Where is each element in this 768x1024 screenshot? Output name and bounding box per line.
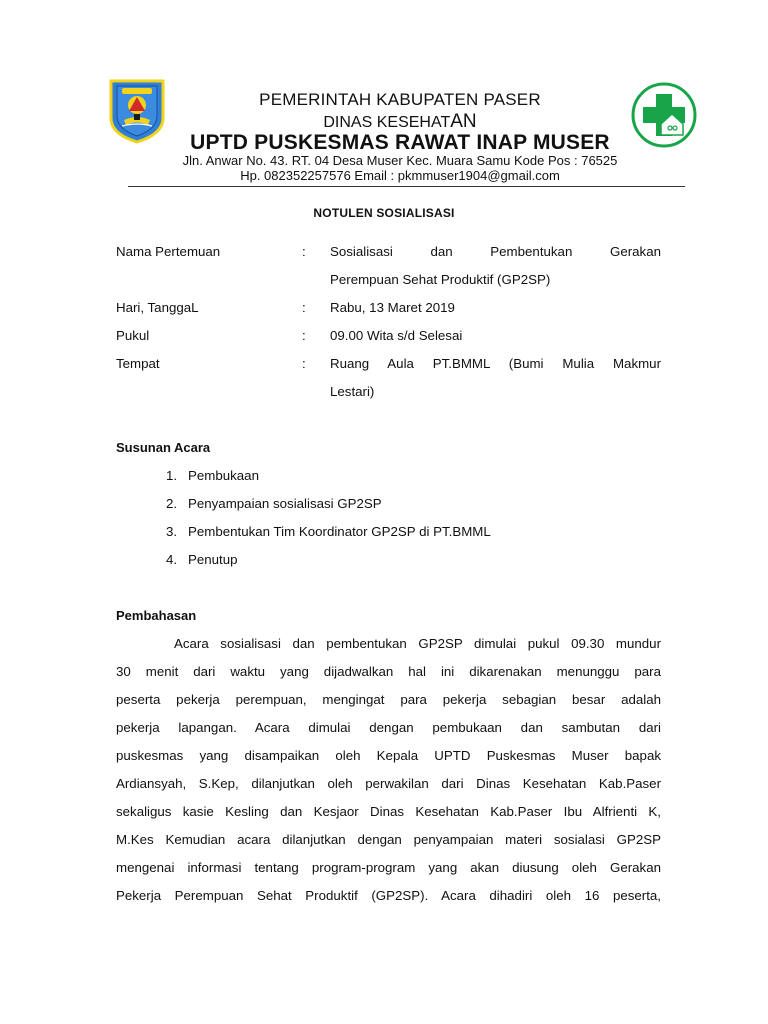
info-value-time: 09.00 Wita s/d Selesai xyxy=(330,328,463,343)
info-label-date: Hari, TanggaL xyxy=(116,300,199,315)
letterhead-department-suffix: AN xyxy=(450,111,477,132)
letterhead-divider xyxy=(128,186,685,187)
discussion-line: 30 menit dari waktu yang dijadwalkan hal ini dikarenakan menunggu para xyxy=(116,664,661,679)
document-title: NOTULEN SOSIALISASI xyxy=(313,206,455,220)
letterhead-address: Jln. Anwar No. 43. RT. 04 Desa Muser Kec. Muara Samu Kode Pos : 76525 xyxy=(182,153,618,168)
agenda-item: Penyampaian sosialisasi GP2SP xyxy=(188,496,382,511)
agenda-item: Pembukaan xyxy=(188,468,259,483)
discussion-line: Ardiansyah, S.Kep, dilanjutkan oleh perwakilan dari Dinas Kesehatan Kab.Paser xyxy=(116,776,661,791)
agenda-item-number: 2. xyxy=(166,496,178,511)
paser-regency-emblem-icon xyxy=(108,78,166,144)
info-colon: : xyxy=(302,356,306,371)
info-label-meeting: Nama Pertemuan xyxy=(116,244,221,259)
info-value-place-line2: Lestari) xyxy=(330,384,375,399)
discussion-line: Pekerja Perempuan Sehat Produktif (GP2SP). Acara dihadiri oleh 16 peserta, xyxy=(116,888,661,903)
discussion-line: puskesmas yang disampaikan oleh Kepala UPTD Puskesmas Muser bapak xyxy=(116,748,661,763)
info-value-meeting-line2: Perempuan Sehat Produktif (GP2SP) xyxy=(330,272,551,287)
letterhead-institution: UPTD PUSKESMAS RAWAT INAP MUSER xyxy=(190,131,610,154)
puskesmas-cross-logo-icon xyxy=(631,82,697,148)
info-value-meeting-line1: Sosialisasi dan Pembentukan Gerakan xyxy=(330,244,661,259)
discussion-line: Acara sosialisasi dan pembentukan GP2SP dimulai pukul 09.30 mundur xyxy=(174,636,661,651)
letterhead-government: PEMERINTAH KABUPATEN PASER xyxy=(259,90,541,109)
agenda-item-number: 4. xyxy=(166,552,178,567)
discussion-line: sekaligus kasie Kesling dan Kesjaor Dinas Kesehatan Kab.Paser Ibu Alfrienti K, xyxy=(116,804,661,819)
info-label-place: Tempat xyxy=(116,356,160,371)
agenda-item-number: 3. xyxy=(166,524,178,539)
discussion-heading: Pembahasan xyxy=(116,608,197,623)
info-value-place-line1: Ruang Aula PT.BMML (Bumi Mulia Makmur xyxy=(330,356,661,371)
info-value-date: Rabu, 13 Maret 2019 xyxy=(330,300,455,315)
discussion-line: peserta pekerja perempuan, mengingat para pekerja sebagian besar adalah xyxy=(116,692,661,707)
letterhead-contact: Hp. 082352257576 Email : pkmmuser1904@gmail.com xyxy=(240,168,560,183)
discussion-line: M.Kes Kemudian acara dilanjutkan dengan penyampaian materi sosialasi GP2SP xyxy=(116,832,661,847)
discussion-line: pekerja lapangan. Acara dimulai dengan pembukaan dan sambutan dari xyxy=(116,720,661,735)
agenda-heading: Susunan Acara xyxy=(116,440,211,455)
letterhead-department xyxy=(160,111,640,133)
info-colon: : xyxy=(302,244,306,259)
discussion-line: mengenai informasi tentang program-program yang akan diusung oleh Gerakan xyxy=(116,860,661,875)
agenda-item: Penutup xyxy=(188,552,238,567)
letterhead-department-text: DINAS KESEHAT xyxy=(323,114,451,131)
info-colon: : xyxy=(302,300,306,315)
agenda-item: Pembentukan Tim Koordinator GP2SP di PT.BMML xyxy=(188,524,491,539)
info-label-time: Pukul xyxy=(116,328,150,343)
info-colon: : xyxy=(302,328,306,343)
agenda-item-number: 1. xyxy=(166,468,178,483)
